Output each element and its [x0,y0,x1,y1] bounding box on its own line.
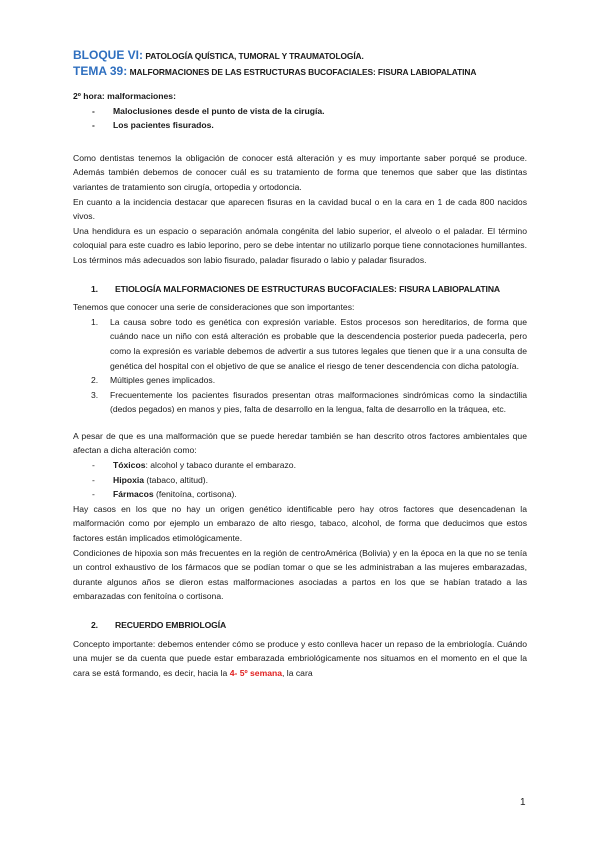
section-number: 2. [91,620,98,630]
factor-name: Fármacos [113,489,154,500]
factor-desc: : alcohol y tabaco durante el embarazo. [145,460,296,471]
factor-desc: (fenitoína, cortisona). [153,489,237,500]
considerations-list [73,315,527,417]
list-item: - Los pacientes fisurados. [73,118,527,133]
section-title: RECUERDO EMBRIOLOGÍA [115,620,227,630]
list-item [73,388,527,417]
bloque-header [73,48,527,64]
factor-desc: (tabaco, altitud). [144,474,209,485]
item-number: 2. [91,375,99,386]
tema-title: MALFORMACIONES DE LAS ESTRUCTURAS BUCOFACIALES: FISURA LABIOPALATINA [129,67,477,77]
bloque-label: BLOQUE VI: [73,48,144,62]
paragraph: Tenemos que conocer una serie de consideraciones que son importantes: [73,302,355,313]
intro-list [73,104,527,133]
list-item [73,473,527,488]
page-content [73,48,527,680]
list-item [73,373,527,388]
section-title: ETIOLOGÍA MALFORMACIONES DE ESTRUCTURAS BUCOFACIALES: FISURA LABIOPALATINA [115,283,501,294]
item-text: La causa sobre todo es genética con expresión variable. Estos procesos son hereditarios, de forma que cuándo nace un niño con está alteración es probable que la descendencia posterior pueda padecerla, pero como la expresión es variable debemos de advertir a sus tutores legales que tienen que ir a una consulta de genética del hospital con el objetivo de que se analice el riesgo de tener descendencia con dicha patología. [110,316,527,371]
paragraph: Hay casos en los que no hay un origen genético identificable pero hay otros factores que desencadenan la malformación como por ejemplo un embarazo de alto riesgo, tabaco, alcohol, de forma que deducimos que estos factores están implicados etimológicamente. [73,503,527,544]
list-item: - Maloclusiones desde el punto de vista de la cirugía. [73,104,527,119]
factor-name: Hipoxia [113,474,145,485]
list-item [73,458,527,473]
paragraph [73,637,527,681]
highlighted-text: 4- 5º semana [229,667,283,678]
section-heading-etiologia [73,282,527,297]
hora-heading: 2º hora: malformaciones: [73,91,176,101]
item-text: Múltiples genes implicados. [110,375,216,386]
list-item [73,487,527,502]
section-number: 1. [91,283,98,294]
list-item [73,315,527,373]
factors-list [73,458,527,502]
section-heading-embriologia [73,618,527,633]
item-text: Frecuentemente los pacientes fisurados presentan otras malformaciones sindrómicas como la sindactilia (dedos pegados) en manos y pies, falta de desarrollo en la lengua, falta de desarrollo en la tráquea, etc. [110,389,527,415]
bloque-title: PATOLOGÍA QUÍSTICA, TUMORAL Y TRAUMATOLOGÍA. [145,51,364,61]
factor-name: Tóxicos [113,460,146,471]
paragraph-text-end: , la cara [282,667,313,678]
paragraph-text: Concepto importante: debemos entender cómo se produce y esto conlleva hacer un repaso de la embriología. Cuándo una mujer se da cuenta que puede estar embarazada embriológicamente nos situamos en el momento en el que la cara se está formando, es decir, hacia la [73,638,527,678]
paragraph: Como dentistas tenemos la obligación de conocer está alteración y es muy importante saber porqué se produce. Además también debemos de conocer cuál es su tratamiento de forma que tenemos que saber que las distintas variantes de tratamiento son cirugía, ortopedia y ortodoncia. [73,152,527,192]
paragraph: En cuanto a la incidencia destacar que aparecen fisuras en la cavidad bucal o en la cara en 1 de cada 800 nacidos vivos. [73,196,527,222]
item-number: 3. [91,389,99,400]
tema-header [73,64,527,80]
paragraph: Condiciones de hipoxia son más frecuentes en la región de centroAmérica (Bolivia) y en la época en la que no se tenía un control exhaustivo de los fármacos que se podían tomar o que se les administraban a las mujeres embarazadas, durante algunos años se dieron estas malformaciones asociadas a partos en los que se habían tratado a las embarazadas con fenitoína o cortisona. [73,547,527,602]
item-number: 1. [91,316,99,327]
tema-label: TEMA 39: [73,64,128,78]
page-number: 1 [520,797,526,808]
paragraph: A pesar de que es una malformación que se puede heredar también se han descrito otros factores ambientales que afectan a dicha alteración como: [73,430,527,456]
paragraph: Una hendidura es un espacio o separación anómala congénita del labio superior, el alveolo o el paladar. El término coloquial para este cuadro es labio leporino, pero se debe intentar no utilizarlo porque tiene connotaciones humillantes. Los términos más adecuados son labio fisurado, paladar fisurado o labio y paladar fisurados. [73,225,527,265]
